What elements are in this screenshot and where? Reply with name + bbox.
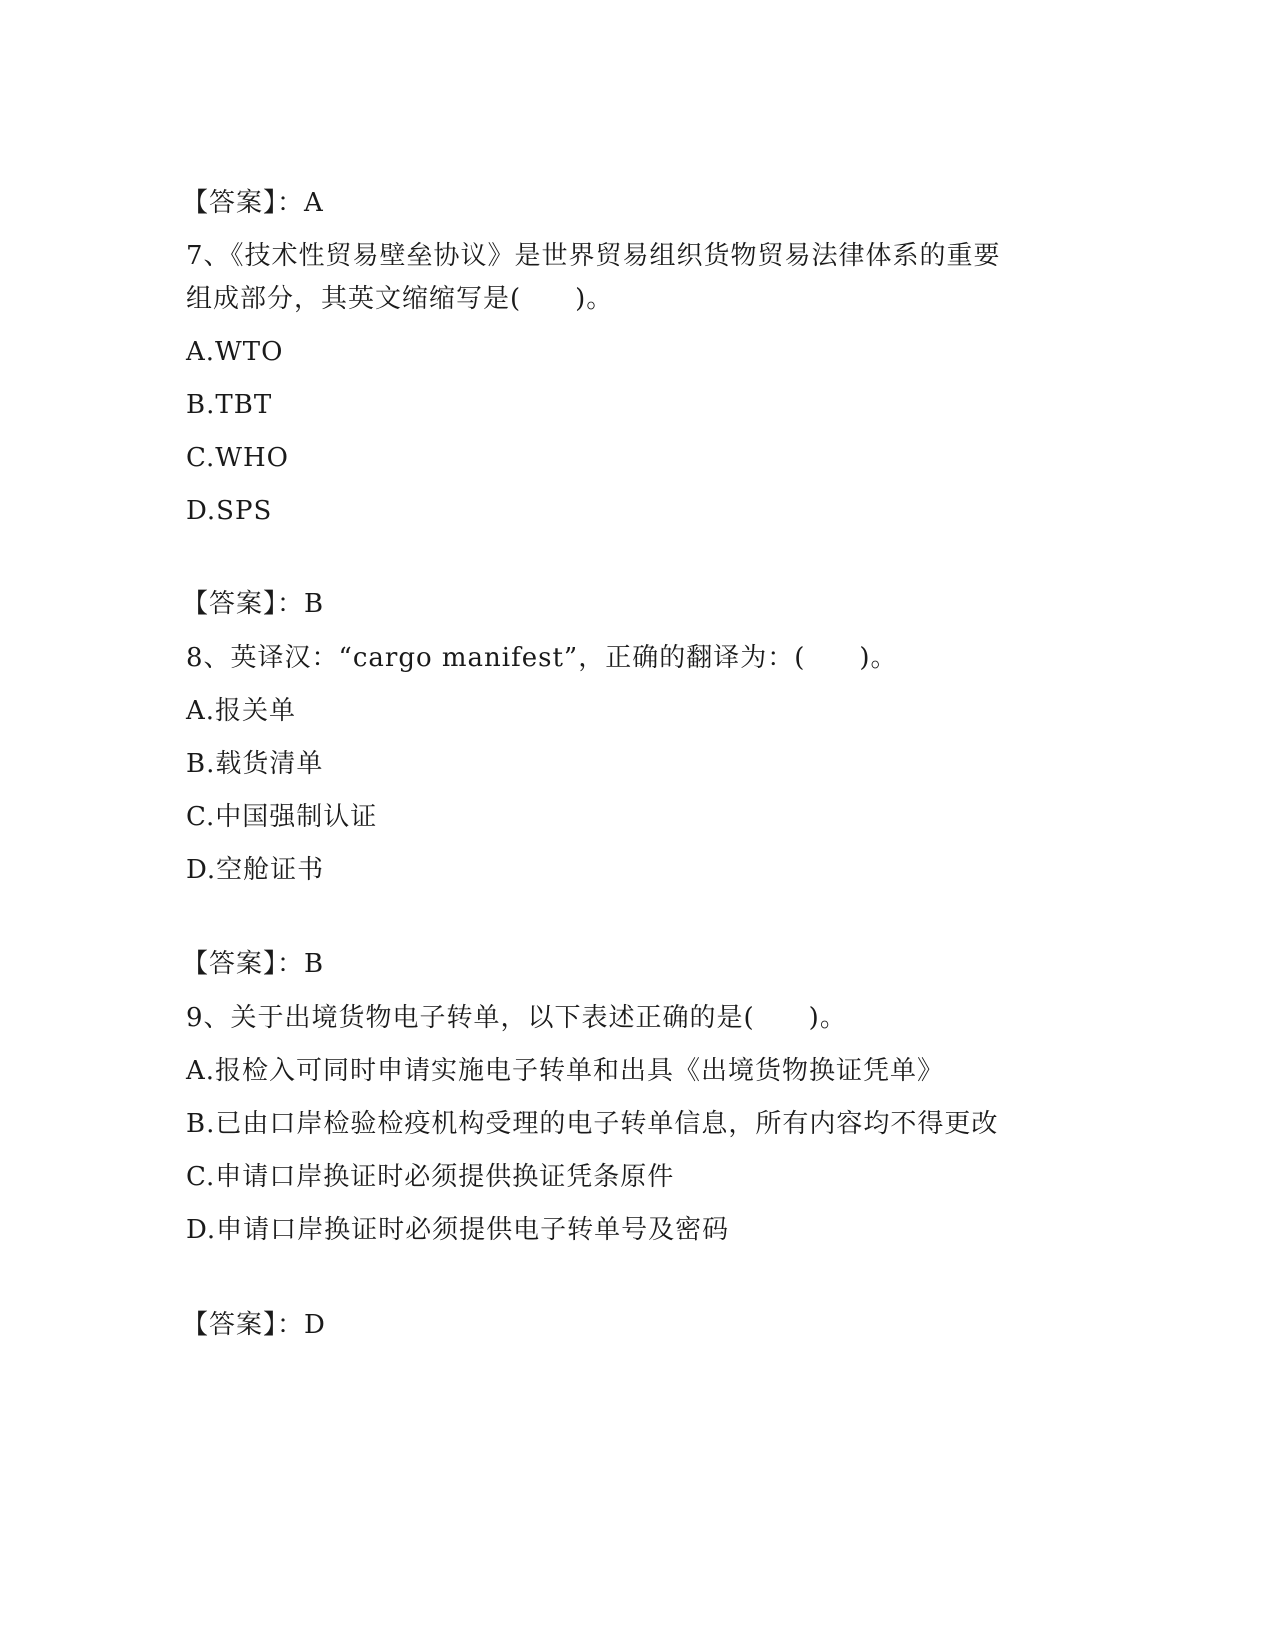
question-9-line-1: 9、关于出境货物电子转单，以下表述正确的是( )。 bbox=[186, 1003, 847, 1033]
question-8-option-b: B.载货清单 bbox=[186, 749, 324, 779]
question-8-line-1: 8、英译汉：“cargo manifest”，正确的翻译为：( )。 bbox=[186, 643, 898, 673]
answer-label: 【答案】：D bbox=[182, 1310, 326, 1340]
question-9-option-b: B.已由口岸检验检疫机构受理的电子转单信息，所有内容均不得更改 bbox=[186, 1109, 999, 1139]
question-9-option-a: A.报检入可同时申请实施电子转单和出具《出境货物换证凭单》 bbox=[186, 1056, 945, 1086]
question-7-line-1: 7、《技术性贸易壁垒协议》是世界贸易组织货物贸易法律体系的重要 bbox=[186, 241, 1001, 271]
question-8-option-d: D.空舱证书 bbox=[186, 855, 325, 885]
question-7-option-a: A.WTO bbox=[186, 337, 284, 367]
question-7-option-c: C.WHO bbox=[186, 443, 289, 473]
question-8-option-a: A.报关单 bbox=[186, 696, 297, 726]
answer-label: 【答案】：A bbox=[182, 188, 324, 218]
question-8-option-c: C.中国强制认证 bbox=[186, 802, 378, 832]
answer-label: 【答案】：B bbox=[182, 949, 325, 979]
question-7-option-d: D.SPS bbox=[186, 496, 273, 526]
answer-label: 【答案】：B bbox=[182, 589, 325, 619]
question-7-line-2: 组成部分，其英文缩缩写是( )。 bbox=[186, 284, 614, 314]
question-9-option-d: D.申请口岸换证时必须提供电子转单号及密码 bbox=[186, 1215, 730, 1245]
question-7-option-b: B.TBT bbox=[186, 390, 273, 420]
question-9-option-c: C.申请口岸换证时必须提供换证凭条原件 bbox=[186, 1162, 675, 1192]
